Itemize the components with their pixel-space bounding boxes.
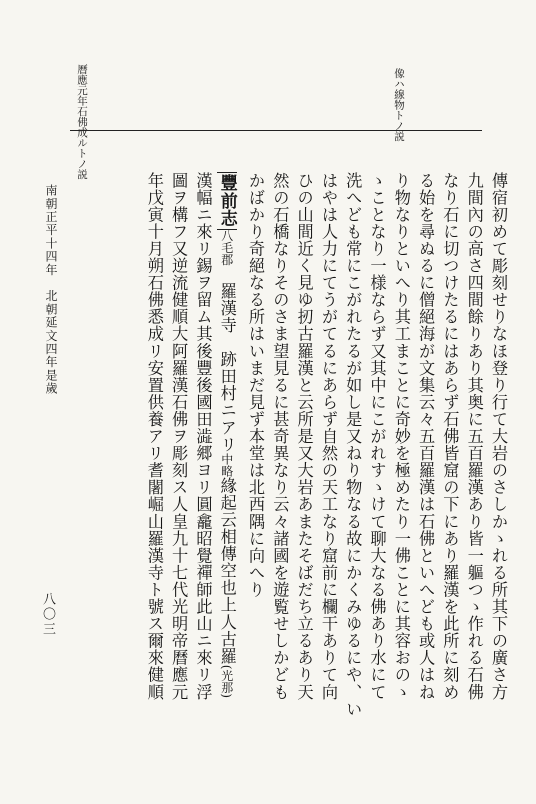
headnote-left: 曆應元年石佛成ルトノ説 [76, 64, 88, 180]
reading-note: (光那) [219, 664, 234, 699]
era-note: 南朝正平十四年 北朝延文四年是歲 [44, 184, 58, 396]
book-title: 豐前志 [216, 174, 237, 228]
text-column: る始を尋ぬるに僧絕海が文集云々五百羅漢は石佛といへども或人はね [416, 172, 436, 701]
engi-text: 緣起云相傳空也上人古羅 [217, 477, 237, 665]
text-column: 九間內の高さ四間餘りあり其奥に五百羅漢あり皆一軀つゝ作れる石佛 [464, 172, 484, 701]
text-column: り物なりといへり其工まことに奇妙を極めたり一佛ことに其容おのゝ [391, 172, 411, 701]
header-rule [70, 130, 482, 131]
text-column: かばかり奇絕なる所はいまだ見ず本堂は北西隅に向へり [246, 172, 266, 599]
headnote-right: 像ハ線物トノ説 [393, 68, 405, 142]
temple-entry: 羅漢寺 跡田村ニアリ [217, 282, 237, 454]
text-column: ひの山間近く見ゆ扨古羅漢と云所是又大岩あまたそばだち立るあり天 [294, 172, 314, 701]
text-column: 然の石橋なりそのさま望見るに甚奇異なり云々諸國を遊覧せしかども [270, 172, 290, 701]
district-label: 八毛郡 [219, 229, 234, 266]
quote-column: 漢幅ニ來リ錫ヲ留ム其後豐後國田澁郷ヨリ圓龕昭覺禪師此山ニ來リ浮 [193, 172, 213, 701]
main-text [76, 172, 510, 732]
quote-column: 年戊寅十月朔石佛悉成リ安置供養アリ耆闍崛山羅漢寺ト號ス爾來健順 [144, 172, 164, 701]
text-column: なり石に切つけたるにはあらず石佛皆窟の下にあり羅漢を此所に刻め [440, 172, 460, 701]
text-column: はやは人力にてうがてるにあらず自然の天工なり窟前に欄干ありて向 [318, 172, 338, 701]
text-column: 傳宿初めて彫刻せりなほ登り行て大岩のさしかゝれる所其下の廣さ方 [489, 172, 508, 701]
quote-column: 圖ヲ構フ又逆流健順大阿羅漢石佛ヲ彫刻ス人皇九十七代光明帝曆應元 [169, 172, 189, 701]
text-column: ゝことなり一様ならず又其中にこがれすゝけて聊大なる佛あり水にて [367, 172, 387, 701]
omission-mark: 中略 [219, 453, 234, 478]
quote-heading-column [214, 172, 238, 732]
page-number: 八〇三 [40, 592, 55, 637]
text-column: 洗へども常にこがれたるが如し是又ねり物なる故にかくみゆるにや、い [343, 172, 363, 718]
